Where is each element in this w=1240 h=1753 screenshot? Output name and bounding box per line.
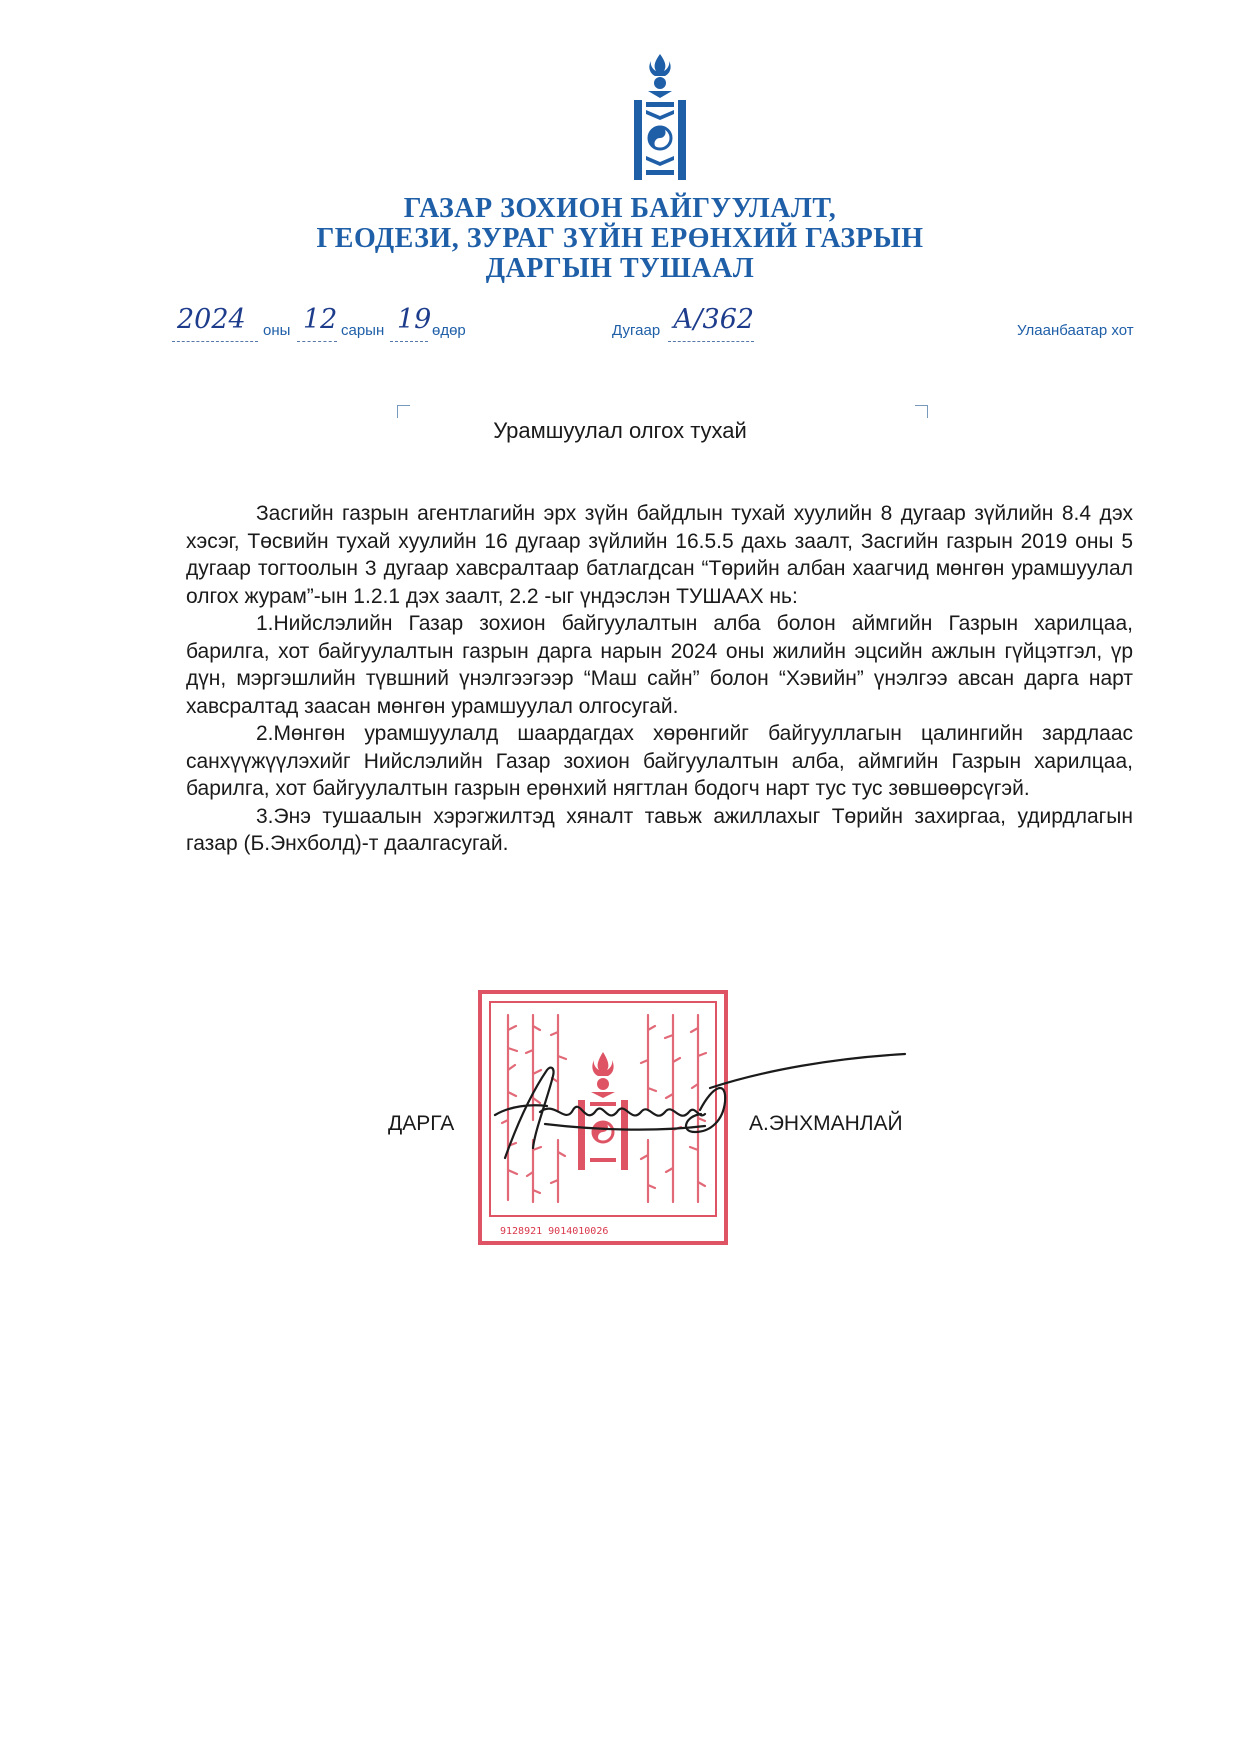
- number-underline: [668, 341, 754, 343]
- paragraph-item-2: 2.Мөнгөн урамшуулалд шаардагдах хөрөнгийг байгууллагын цалингийн зардлаас санхүүжүүлэхийг Нийслэлийн Газар зохион байгуулалтын алба, аймгийн Газрын харилцаа, барилга, хот байгуулалтын газрын ерөнхий нягтлан бодогч нарт тус тус зөвшөөрсүгэй.: [186, 722, 1133, 800]
- org-title-line-3: ДАРГЫН ТУШААЛ: [485, 253, 755, 284]
- paragraph-item-1: 1.Нийслэлийн Газар зохион байгуулалтын алба болон аймгийн Газрын харилцаа, барилга, хот байгуулалтын газрын дарга нарын 2024 оны жилийн эцсийн ажлын гүйцэтгэл, үр дүн, мэргэшлийн түвшний үнэлгээгээр “Маш сайн” болон “Хэвийн” үнэлгээ авсан дарга нарт хавсралтад заасан мөнгөн урамшуулал олгосугай.: [186, 612, 1133, 718]
- subject-heading: Урамшуулал олгох тухай: [493, 418, 747, 443]
- month-underline: [297, 341, 337, 343]
- day-underline: [390, 341, 428, 343]
- month-handwritten: 12: [303, 304, 338, 335]
- year-handwritten: 2024: [177, 304, 246, 335]
- year-underline: [172, 341, 258, 343]
- subject-corner-right: [915, 405, 928, 418]
- org-title: [0, 194, 1240, 284]
- city-label: Улаанбаатар хот: [1017, 322, 1134, 339]
- org-title-line-1: ГАЗАР ЗОХИОН БАЙГУУЛАЛТ,: [403, 193, 837, 224]
- number-label: Дугаар: [612, 322, 661, 339]
- stamp-numbers: 9128921 9014010026: [500, 1226, 609, 1237]
- paragraph-preamble: Засгийн газрын агентлагийн эрх зүйн байдлын тухай хуулийн 8 дугаар зүйлийн 8.4 дэх хэсэг, Төсвийн тухай хуулийн 16 дугаар зүйлийн 16.5.5 дахь заалт, Засгийн газрын 2019 оны 5 дугаар тогтоолын 3 дугаар хавсралтаар батлагдсан “Төрийн албан хаагчид мөнгөн урамшуулал олгох журам”-ын 1.2.1 дэх заалт, 2.2 -ыг үндэслэн ТУШААХ нь:: [186, 502, 1133, 608]
- state-emblem-icon: [631, 52, 689, 184]
- meta-row: [0, 304, 1240, 348]
- subject-corner-left: [397, 405, 410, 418]
- month-label: сарын: [341, 322, 385, 339]
- signatory-name: А.ЭНХМАНЛАЙ: [749, 1112, 903, 1135]
- paragraph-item-3: 3.Энэ тушаалын хэрэгжилтэд хяналт тавьж ажиллахыг Төрийн захиргаа, удирдлагын газар (Б.Энхболд)-т даалгасугай.: [186, 804, 1133, 855]
- day-handwritten: 19: [397, 304, 432, 335]
- day-label: өдөр: [432, 322, 466, 339]
- year-label: оны: [263, 322, 291, 339]
- handwritten-signature: [485, 1040, 910, 1170]
- org-title-line-2: ГЕОДЕЗИ, ЗУРАГ ЗҮЙН ЕРӨНХИЙ ГАЗРЫН: [316, 223, 924, 254]
- number-handwritten: А/362: [673, 304, 755, 335]
- signatory-position: ДАРГА: [388, 1112, 455, 1135]
- order-body: [186, 500, 1133, 858]
